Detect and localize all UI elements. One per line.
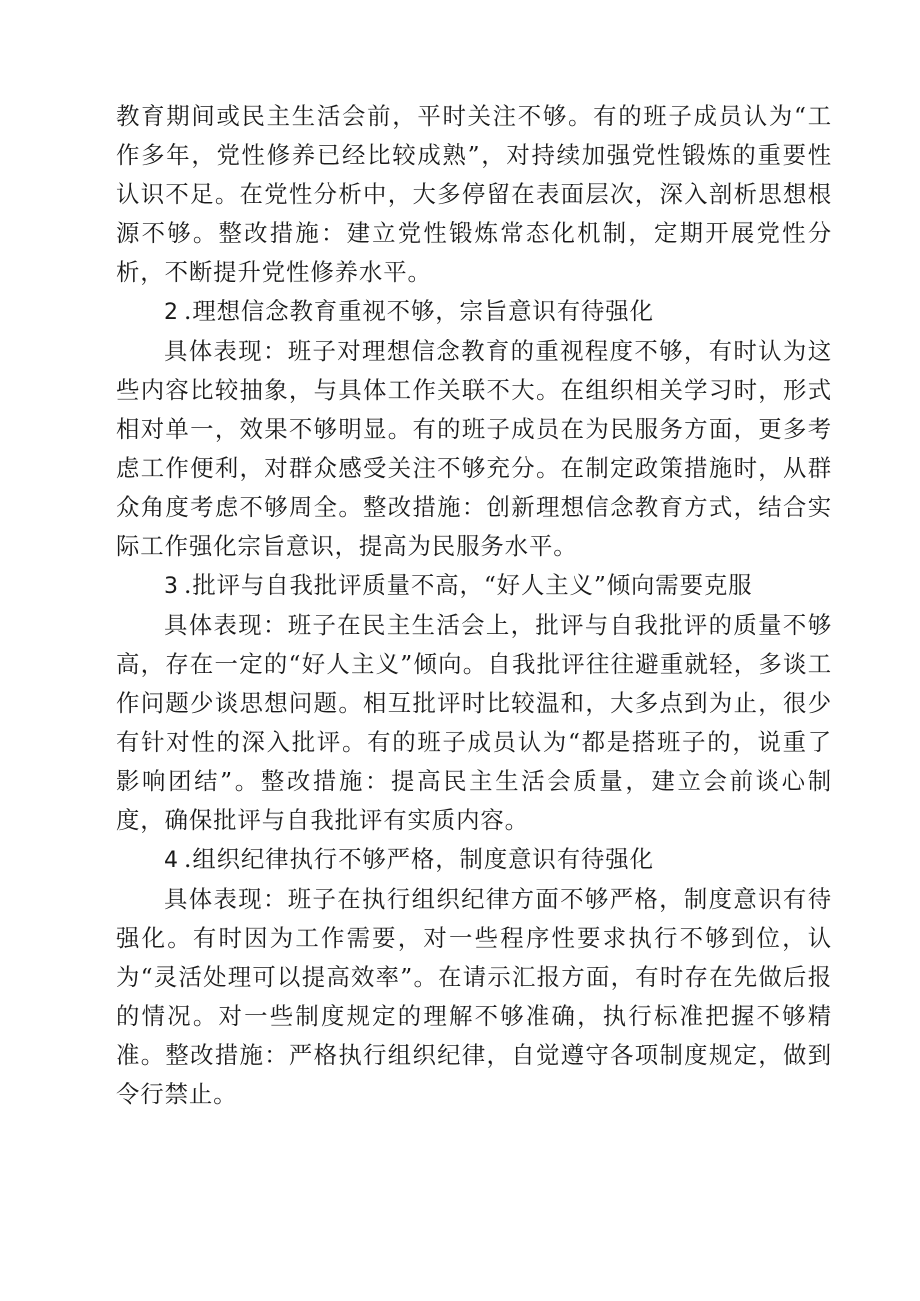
document-body: [116, 97, 832, 1114]
section-title: .组织纪律执行不够严格，制度意识有待强化: [184, 845, 654, 873]
section-number: 2: [164, 300, 178, 325]
intro-paragraph: 教育期间或民主生活会前，平时关注不够。有的班子成员认为“工作多年，党性修养已经比较成熟”，对持续加强党性锻炼的重要性认识不足。在党性分析中，大多停留在表面层次，深入剖析思想根源不够。整改措施：建立党性锻炼常态化机制，定期开展党性分析，不断提升党性修养水平。: [116, 102, 832, 286]
section-number: 4: [164, 848, 178, 873]
section-body-4: 具体表现：班子在执行组织纪律方面不够严格，制度意识有待强化。有时因为工作需要，对一些程序性要求执行不够到位，认为“灵活处理可以提高效率”。在请示汇报方面，有时存在先做后报的情况。对一些制度规定的理解不够准确，执行标准把握不够精准。整改措施：严格执行组织纪律，自觉遵守各项制度规定，做到令行禁止。: [116, 885, 832, 1108]
section-body-3: 具体表现：班子在民主生活会上，批评与自我批评的质量不够高，存在一定的“好人主义”倾向。自我批评往往避重就轻，多谈工作问题少谈思想问题。相互批评时比较温和，大多点到为止，很少有针对性的深入批评。有的班子成员认为“都是搭班子的，说重了影响团结”。整改措施：提高民主生活会质量，建立会前谈心制度，确保批评与自我批评有实质内容。: [116, 611, 832, 834]
section-heading-2: [116, 292, 832, 332]
section-number: 3: [164, 574, 178, 599]
section-heading-4: [116, 840, 832, 880]
section-title: .理想信念教育重视不够，宗旨意识有待强化: [184, 297, 654, 325]
section-title: .批评与自我批评质量不高，“好人主义”倾向需要克服: [184, 571, 753, 599]
section-heading-3: [116, 566, 832, 606]
section-body-2: 具体表现：班子对理想信念教育的重视程度不够，有时认为这些内容比较抽象，与具体工作关联不大。在组织相关学习时，形式相对单一，效果不够明显。有的班子成员在为民服务方面，更多考虑工作便利，对群众感受关注不够充分。在制定政策措施时，从群众角度考虑不够周全。整改措施：创新理想信念教育方式，结合实际工作强化宗旨意识，提高为民服务水平。: [116, 337, 832, 560]
